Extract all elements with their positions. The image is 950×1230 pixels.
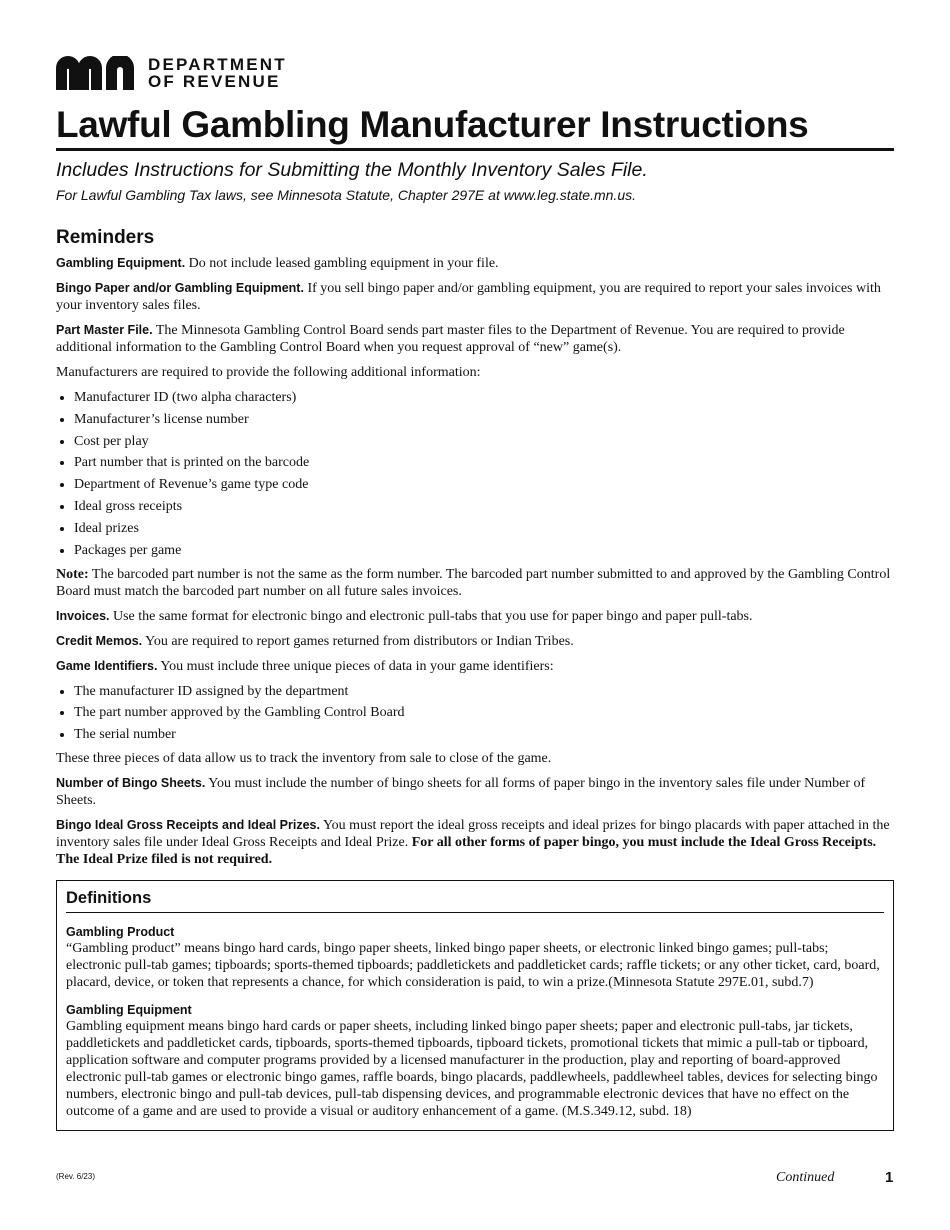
game-identifiers-paragraph: [56, 658, 894, 675]
bingo-paper-label: Bingo Paper and/or Gambling Equipment.: [56, 281, 304, 295]
list-item: • Part number that is printed on the barcode: [74, 454, 894, 471]
bingo-ideal-paragraph: [56, 817, 894, 868]
game-identifiers-label: Game Identifiers.: [56, 658, 158, 673]
part-master-label: Part Master File.: [56, 323, 153, 337]
logo-text: [148, 56, 287, 90]
bingo-paper-paragraph: [56, 280, 894, 314]
bingo-paper-text: If you sell bingo paper and/or gambling equipment, you are required to report your sales invoices with your inventory sales files.: [56, 281, 881, 313]
logo-line-2: OF REVENUE: [148, 72, 281, 91]
game-identifiers-list: [56, 683, 894, 744]
gambling-product-definition: “Gambling product” means bingo hard cards, bingo paper sheets, linked bingo paper sheets, or electronic linked bingo games; pull-tabs; electronic pull-tab games; tipboards; sports-themed tipboards; paddletickets and paddleticket cards; raffle tickets; or any other ticket, card, board, placard, device, or token that represents a chance, for which consideration is paid, to win a prize.(Minnesota Statute 297E.01, subd.7): [66, 941, 880, 991]
bingo-ideal-text: You must report the ideal gross receipts and ideal prizes for bingo placards with paper attached in the inventory sales file under Ideal Gross Receipts and Ideal Prize.: [56, 818, 890, 851]
list-item: • Cost per play: [74, 433, 894, 450]
list-item: • Department of Revenue’s game type code: [74, 476, 894, 493]
note-text: The barcoded part number is not the same as the form number. The barcoded part number submitted to and approved by the Gambling Control Board must match the barcoded part number on all future sales invoices.: [56, 566, 891, 599]
continued-label: Continued: [776, 1170, 835, 1185]
credit-memos-text: You are required to report games returned from distributors or Indian Tribes.: [142, 633, 574, 649]
gambling-equipment-text: Do not include leased gambling equipment in your file.: [185, 256, 499, 271]
page-number: 1: [885, 1169, 894, 1186]
gambling-equipment-paragraph: [56, 255, 894, 272]
gambling-equipment-term: Gambling Equipment: [66, 1003, 192, 1018]
invoices-text: Use the same format for electronic bingo and electronic pull-tabs that you use for paper bingo and paper pull-tabs.: [109, 608, 753, 624]
page-title: Lawful Gambling Manufacturer Instructions: [56, 102, 894, 151]
invoices-label: Invoices.: [56, 608, 110, 623]
bingo-sheets-text: You must include the number of bingo sheets for all forms of paper bingo in the inventory sales file under Number of Sheets.: [56, 776, 866, 809]
definitions-box: [56, 880, 894, 1131]
bingo-ideal-bold-text: For all other forms of paper bingo, you must include the Ideal Gross Receipts. The Ideal Prize filed is not required.: [56, 835, 877, 868]
bingo-sheets-paragraph: [56, 775, 894, 809]
gambling-equipment-label: Gambling Equipment.: [56, 256, 186, 270]
invoices-paragraph: [56, 608, 894, 625]
logo-line-1: DEPARTMENT: [148, 55, 287, 74]
list-item: • Ideal gross receipts: [74, 498, 894, 515]
statute-note: For Lawful Gambling Tax laws, see Minnesota Statute, Chapter 297E at www.leg.state.mn.us.: [56, 187, 636, 203]
list-item: • The serial number: [74, 726, 894, 743]
identifiers-after-paragraph: These three pieces of data allow us to track the inventory from sale to close of the game.: [56, 751, 552, 767]
gambling-equipment-definition: Gambling equipment means bingo hard cards or paper sheets, including linked bingo paper sheets; paper and electronic pull-tabs, jar tickets, paddletickets and paddleticket cards, tipboards, sports-themed tipboards, tipboard tickets, promotional tickets that mimic a pull-tab or tipboard, application software and computer programs provided by a licensed manufacturer in the production, play and reporting of board-approved electronic pull-tab games or electronic bingo games, raffle boards, bingo placards, paddlewheels, paddlewheel tables, devices for selecting bingo numbers, electronic bingo and pull-tab devices, pull-tab dispensing devices, and programmable electronic devices that have no effect on the outcome of a game and are used to provide a visual or auditory enhancement of a game. (M.S.349.12, subd. 18): [66, 1019, 878, 1120]
definitions-heading: Definitions: [66, 887, 884, 913]
part-master-paragraph: [56, 322, 894, 356]
part-master-text: The Minnesota Gambling Control Board sends part master files to the Department of Revenue. You are required to provide additional information to the Gambling Control Board when you request approval of “new” game(s).: [56, 323, 845, 355]
bingo-ideal-label: Bingo Ideal Gross Receipts and Ideal Prizes.: [56, 818, 320, 833]
manufacturers-intro: Manufacturers are required to provide the following additional information:: [56, 365, 481, 380]
game-identifiers-text: You must include three unique pieces of data in your game identifiers:: [157, 658, 554, 674]
list-item: • Ideal prizes: [74, 520, 894, 537]
note-paragraph: [56, 566, 894, 600]
document-page: [56, 52, 894, 1131]
mn-revenue-logo: [56, 52, 894, 94]
note-label: Note:: [56, 566, 89, 582]
list-item: • The part number approved by the Gambling Control Board: [74, 704, 894, 721]
manufacturer-info-list: [56, 389, 894, 559]
reminders-heading: Reminders: [56, 227, 155, 248]
mn-logo-icon: [56, 56, 134, 90]
credit-memos-label: Credit Memos.: [56, 633, 143, 648]
list-item: • The manufacturer ID assigned by the department: [74, 683, 894, 700]
list-item: • Manufacturer’s license number: [74, 411, 894, 428]
page-subtitle: Includes Instructions for Submitting the Monthly Inventory Sales File.: [56, 159, 648, 181]
gambling-product-term: Gambling Product: [66, 925, 175, 940]
revision-date: (Rev. 6/23): [56, 1172, 95, 1181]
credit-memos-paragraph: [56, 633, 894, 650]
list-item: • Packages per game: [74, 542, 894, 559]
list-item: • Manufacturer ID (two alpha characters): [74, 389, 894, 406]
bingo-sheets-label: Number of Bingo Sheets.: [56, 776, 206, 791]
